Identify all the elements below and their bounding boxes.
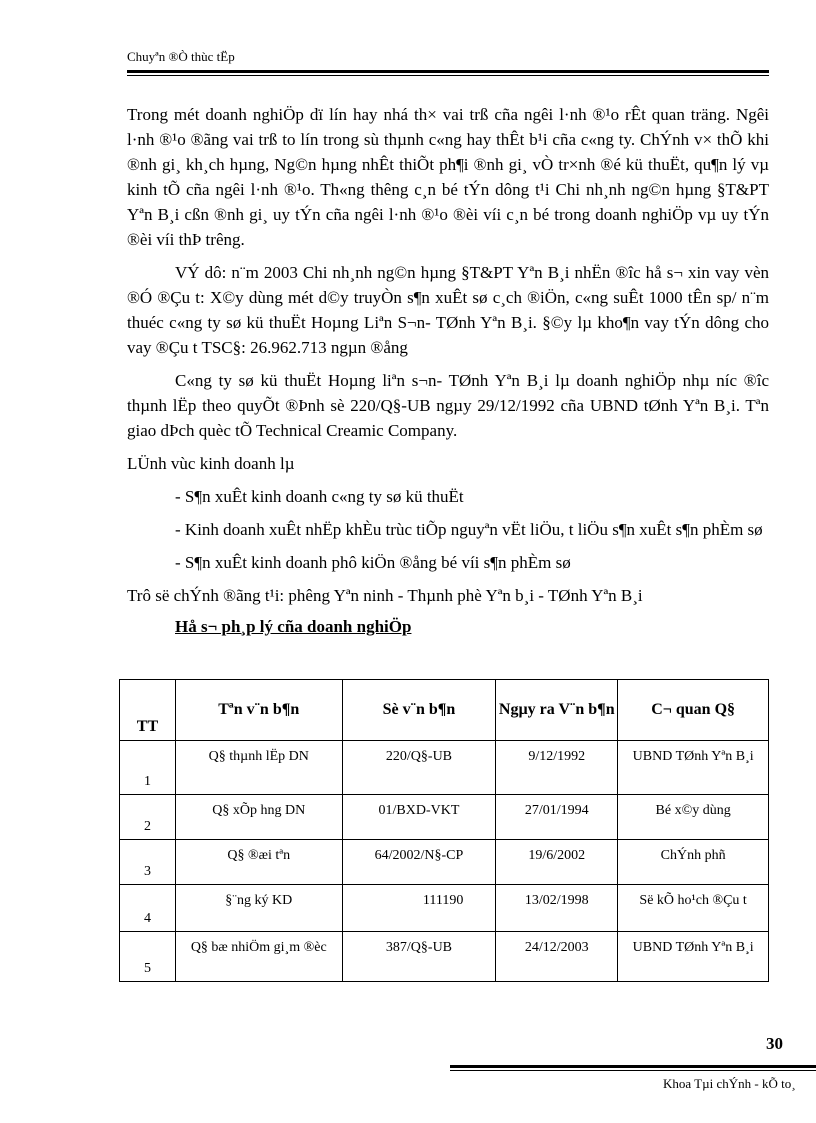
cell-number: 387/Q§-UB	[342, 932, 496, 982]
table-row	[120, 840, 769, 885]
cell-date: 19/6/2002	[496, 840, 618, 885]
cell-agency: ChÝnh phñ	[618, 840, 769, 885]
paragraph-business-fields: LÜnh vùc kinh doanh lµ	[127, 454, 295, 473]
column-header-agency: C¬ quan Q§	[618, 680, 769, 741]
cell-number: 111190	[342, 885, 496, 932]
cell-number: 220/Q§-UB	[342, 741, 496, 795]
cell-name: §¨ng ký KD	[175, 885, 342, 932]
footer-faculty: Khoa Tµi chÝnh - kÕ to¸	[663, 1076, 796, 1091]
cell-tt: 2	[120, 795, 176, 840]
bullet-item: - S¶n xuÊt kinh doanh phô kiÖn ®ång bé víi s¶n phÈm sø	[175, 553, 571, 572]
cell-name: Q§ bæ nhiÖm gi¸m ®èc	[175, 932, 342, 982]
paragraph-leadership: Trong mét doanh nghiÖp dï lín hay nhá th× vai trß cña ngêi l·nh ®¹o rÊt quan träng. Ngêi l·nh ®¹o ®ãng vai trß to lín trong sù thµnh c«ng hay thÊt b¹i cña c«ng ty. ChÝnh v× thÕ khi ®nh gi¸ kh¸ch hµng, Ng©n hµng nhÊt thiÕt ph¶i ®nh gi¸ vÒ tr×nh ®é kü thuËt, qu¶n lý vµ kinh tÕ cña ngêi l·nh ®¹o. Th«ng thêng c¸n bé tÝn dông t¹i Chi nh¸nh ng©n hµng §T&PT Yªn B¸i cßn ®nh gi¸ uy tÝn cña ngêi l·nh ®¹o ®èi víi c¸n bé trong doanh nghiÖp vµ uy tÝn ®èi víi thÞ trêng.	[127, 105, 769, 249]
cell-tt: 3	[120, 840, 176, 885]
section-title: Hå s¬ ph¸p lý cña doanh nghiÖp	[175, 617, 412, 636]
table-row	[120, 885, 769, 932]
cell-number: 01/BXD-VKT	[342, 795, 496, 840]
column-header-date: Ngµy ra V¨n b¶n	[496, 680, 618, 741]
header-rule-thin	[127, 75, 769, 76]
cell-tt: 4	[120, 885, 176, 932]
header-rule-thick	[127, 70, 769, 73]
page-header-title: Chuyªn ®Ò thùc tËp	[127, 49, 235, 64]
paragraph-example: VÝ dô: n¨m 2003 Chi nh¸nh ng©n hµng §T&PT Yªn B¸i nhËn ®îc hå s¬ xin vay vèn ®Ó ®Çu t: X©y dùng mét d©y truyÒn s¶n xuÊt sø c¸ch ®iÖn, c«ng suÊt 1000 tÊn sp/ n¨m thuéc c«ng ty sø kü thuËt Hoµng Liªn S¬n- TØnh Yªn B¸i. §©y lµ kho¶n vay tÝn dông cho vay ®Çu t TSC§: 26.962.713 ngµn ®ång	[127, 263, 769, 357]
body-content	[127, 102, 769, 639]
table-row	[120, 795, 769, 840]
cell-number: 64/2002/N§-CP	[342, 840, 496, 885]
bullet-item: - Kinh doanh xuÊt nhËp khÈu trùc tiÕp nguyªn vËt liÖu, t liÖu s¶n xuÊt s¶n phÈm sø	[175, 520, 763, 539]
cell-date: 24/12/2003	[496, 932, 618, 982]
table-header-row	[120, 680, 769, 741]
table-row	[120, 741, 769, 795]
cell-tt: 5	[120, 932, 176, 982]
cell-date: 13/02/1998	[496, 885, 618, 932]
bullet-item: - S¶n xuÊt kinh doanh c«ng ty sø kü thuËt	[175, 487, 464, 506]
cell-tt: 1	[120, 741, 176, 795]
cell-name: Q§ ®æi tªn	[175, 840, 342, 885]
legal-documents-table	[119, 679, 769, 982]
cell-agency: UBND TØnh Yªn B¸i	[618, 932, 769, 982]
cell-agency: Së kÕ ho¹ch ®Çu t	[618, 885, 769, 932]
cell-agency: Bé x©y dùng	[618, 795, 769, 840]
paragraph-headquarters: Trô së chÝnh ®ãng t¹i: phêng Yªn ninh - Thµnh phè Yªn b¸i - TØnh Yªn B¸i	[127, 586, 643, 605]
column-header-name: Tªn v¨n b¶n	[175, 680, 342, 741]
table-row	[120, 932, 769, 982]
cell-agency: UBND TØnh Yªn B¸i	[618, 741, 769, 795]
cell-date: 9/12/1992	[496, 741, 618, 795]
paragraph-company: C«ng ty sø kü thuËt Hoµng liªn s¬n- TØnh Yªn B¸i lµ doanh nghiÖp nhµ níc ®îc thµnh lËp theo quyÕt ®Þnh sè 220/Q§-UB ngµy 29/12/1992 cña UBND tØnh Yªn B¸i. Tªn giao dÞch quèc tÕ Technical Creamic Company.	[127, 371, 769, 440]
cell-name: Q§ thµnh lËp DN	[175, 741, 342, 795]
page-number: 30	[766, 1034, 783, 1053]
footer-rule-thick	[450, 1065, 816, 1068]
column-header-number: Sè v¨n b¶n	[342, 680, 496, 741]
column-header-tt: TT	[120, 680, 176, 741]
cell-date: 27/01/1994	[496, 795, 618, 840]
footer-rule-thin	[450, 1070, 816, 1071]
cell-name: Q§ xÕp hng DN	[175, 795, 342, 840]
